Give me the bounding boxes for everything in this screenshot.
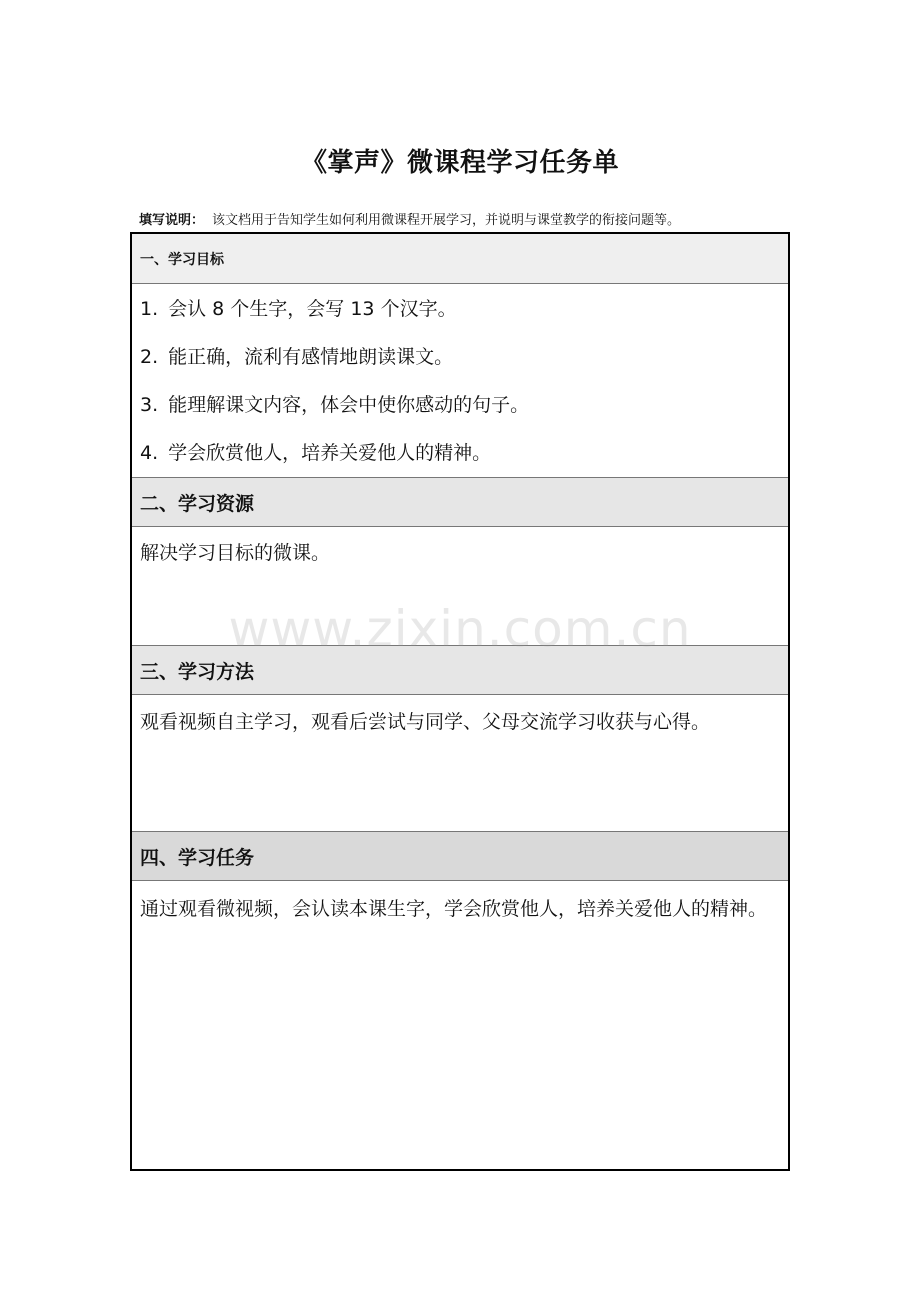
- goal-text: 能正确，流利有感情地朗读课文。: [168, 346, 454, 368]
- goal-item: [140, 333, 788, 381]
- goal-item: [140, 381, 788, 429]
- methods-text: 观看视频自主学习，观看后尝试与同学、父母交流学习收获与心得。: [140, 711, 711, 733]
- section-heading-methods: [132, 646, 788, 695]
- goal-item: [140, 429, 788, 477]
- goal-number: 2.: [140, 346, 159, 368]
- tasks-text: 通过观看微视频，会认读本课生字，学会欣赏他人，培养关爱他人的精神。: [140, 898, 768, 920]
- goals-heading-text: 一、学习目标: [140, 251, 224, 268]
- section-body-goals: [132, 284, 788, 478]
- section-body-methods: [132, 695, 788, 832]
- section-heading-resources: [132, 478, 788, 527]
- resources-heading-text: 二、学习资源: [140, 492, 255, 515]
- task-table: [130, 232, 790, 1171]
- resources-text: 解决学习目标的微课。: [140, 542, 331, 564]
- goal-text: 学会欣赏他人，培养关爱他人的精神。: [168, 442, 492, 464]
- watermark: www.zixin.com.cn: [228, 600, 692, 658]
- section-heading-goals: [132, 234, 788, 284]
- section-heading-tasks: [132, 832, 788, 881]
- goal-number: 1.: [140, 298, 159, 320]
- goal-item: [140, 285, 788, 333]
- goal-number: 3.: [140, 394, 159, 416]
- instructions-label: 填写说明：: [139, 213, 205, 228]
- instructions-text: 该文档用于告知学生如何利用微课程开展学习，并说明与课堂教学的衔接问题等。: [212, 213, 681, 228]
- methods-heading-text: 三、学习方法: [140, 660, 255, 683]
- goal-number: 4.: [140, 442, 159, 464]
- section-body-resources: [132, 527, 788, 646]
- goal-text: 会认 8 个生字，会写 13 个汉字。: [168, 298, 457, 320]
- fill-instructions: [139, 211, 839, 231]
- goal-text: 能理解课文内容，体会中使你感动的句子。: [168, 394, 530, 416]
- section-body-tasks: [132, 881, 788, 1169]
- tasks-heading-text: 四、学习任务: [140, 846, 255, 869]
- document-title: 《掌声》微课程学习任务单: [300, 148, 619, 178]
